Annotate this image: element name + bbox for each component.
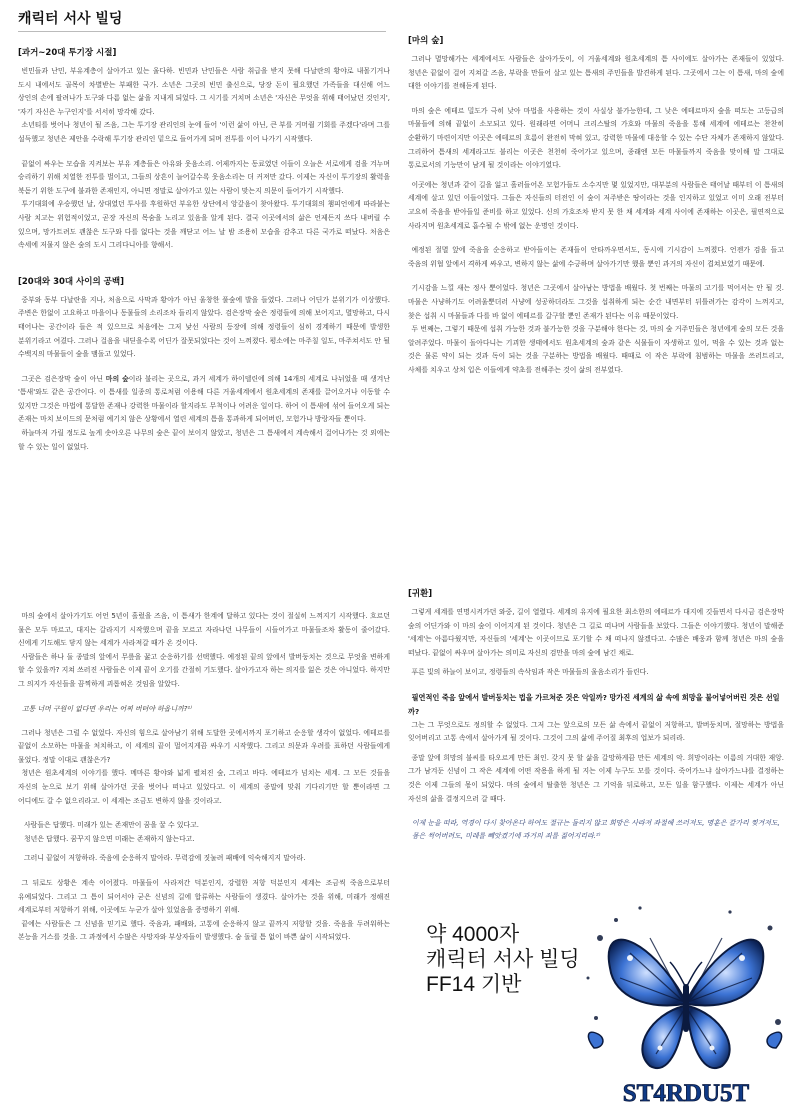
page-title: 캐릭터 서사 빌딩 [18,11,123,27]
promo-base: FF14 기반 [426,973,522,996]
paragraph: 소년티를 벗어나 청년이 될 즈음, 그는 투기장 관리인의 눈에 들어 '이런 삶이 아닌, 큰 부를 거머쥘 기회를 주겠다'라며 그를 설득했고 청년은 제안을 수락해 투기장 관리인 밑으로 들어가게 되며 전투를 이어 나가기 시작했다. [18,121,390,143]
paragraph: 투기대회에 우승했던 날, 상대였던 투사를 후원하던 부유한 상단에서 앙갚음이 찾아왔다. 투기대회의 챔피언에게 따라붙는 사람 치고는 위험적이었고, 곧장 자신의 목숨을 노리고 있음을 알게 된다. 결국 이곳에서의 삶은 언제든지 쓰다 내버릴 수 있으며, 망가트려도 괜찮은 도구와 다를 없다는 것을 깨닫고 어느 날 밤 조용히 모습을 감추고 다른 국가로 떠났다. 처음은 속세에 저물지 않은 숲의 도시 그리다니아를 향해서. [18,200,390,250]
paragraph: 예정된 절멸 앞에 죽음을 순응하고 받아들이는 존재들이 안타까우면서도, 동시에 기시감이 느껴졌다. 언젠가 검을 들고 죽음의 위협 앞에서 격하게 싸우고, 변하지 않는 삶에 수긍하며 살아가기만 했을 뿐인 과거의 자신이 겹쳐보였기 때문에. [408,246,784,268]
right-top-column [408,34,784,377]
paragraph: 청년은 원초세계의 이야기를 했다. 메마른 황야와 넓게 펼쳐진 숲, 그리고 바다. 에테르가 넘치는 세계. 그 모든 것들을 자신의 눈으로 보기 위해 살아가던 곳을 벗어나 떠나고 있었다고. 이 세계의 종말에 맞춰 기다리기만 할 뿐이라면 그 어디에도 갈 수 없으리라고. 이 세계는 조금도 변하지 않을 것이라고. [18,769,390,805]
paragraph: 그러나 청년은 그럴 수 없었다. 자신의 힘으로 살아남기 위해 도달한 곳에서까지 포기하고 순응할 생각이 없었다. 에테르를 끝없이 소모하는 마물을 처치하고, 이 세계의 끝이 멀어지게끔 싸우기 시작했다. 그리고 의문과 우려를 표하던 사람들에게 물었다. 정말 이대로 괜찮은가? [18,728,390,764]
paragraph: 그곳은 검은장막 숲이 아닌 마의 숲이라 불리는 곳으로, 과거 세계가 하이델린에 의해 14개의 세계로 나뉘었을 때 생겨난 '틈새'와도 같은 공간이다. 이 틈새를 일종의 통로처럼 이용해 다른 거울세계에서 원초세계의 존재를 끌어오거나 이동할 수 있지만 그것은 마법에 통달한 존재나 강력한 마물이라 할지라도 무척이나 어려운 일이다. 하여 이 틈새에 섞여 들어오게 되는 존재는 마치 보이드의 문처럼 예기치 않은 상황에서 열린 세계의 틈을 통과하게 되어버린, 모험가나 방랑자들 뿐이다. [18,374,390,424]
dialogue-line: 그러니 끝없이 저항하라. 죽음에 순응하지 말아라. 무력감에 짓눌려 패배에 익숙해지지 말아라. [24,854,306,863]
promo-service: 캐릭터 서사 빌딩 [426,948,580,971]
paragraph: 사람들은 하나 둘 종말의 앞에서 무릎을 꿇고 순응하기를 선택했다. 예정된 끝의 앞에서 발버둥치는 것으로 무엇을 변하게 할 수 있을까? 지쳐 쓰러진 사람들은 이제 끝이 오기를 간절히 기도했다. 살아가고자 하는 의지를 잃은 것은 아니었다. 하지만 그 의지가 자신들을 끔찍하게 괴롭혀온 것임을 알았다. [18,652,390,688]
section-heading-return: [귀환] [408,589,433,599]
dialogue-line: 청년은 답했다. 꿈꾸지 않으면 미래는 존재하지 않는다고. [24,834,195,843]
paragraph: 마의 숲에서 살아가기도 어언 5년이 흘렀을 즈음, 이 틈새가 한계에 달하고 있다는 것이 절실히 느껴지기 시작했다. 흐르던 물은 모두 마르고, 대지는 갈라지기 시작했으며 끝을 모르고 자라나던 나무들이 시들어가고 마물들조차 활동이 줄어갔다. 신에게 기도해도 닿지 않는 세계가 사라져갈 때가 온 것이다. [18,612,390,648]
section-heading-gap: [20대와 30대 사이의 공백] [18,276,124,287]
logo-text: ST4RDU5T [622,1080,750,1107]
paragraph: 이곳에는 청년과 같이 길을 잃고 흘러들어온 모험가들도 소수지만 몇 있었지만, 대부분의 사람들은 태어날 때부터 이 틈새의 세계에 살고 있던 이들이었다. 그들은 자신들의 터전인 이 숲이 저주받은 땅이라는 것을 인지하고 있었고 이미 오래 전부터 고요히 죽음을 받아들일 준비를 하고 있었다. 신의 가호조차 받지 못 한 채 세계와 세계 사이에 존재하는 이곳은, 필연적으로 사라지며 원초세계로 흡수될 수 밖에 없는 운명인 것이다. [408,180,784,230]
paragraph: 하늘마저 가릴 정도로 높게 솟아오른 나무의 숲은 끝이 보이지 않았고, 청년은 그 틈새에서 계속해서 걸어나가는 것 외에는 할 수 있는 일이 없었다. [18,429,390,451]
paragraph: 그 뒤로도 상황은 계속 이어졌다. 마물들이 사라져간 덕분인지, 강렬한 저항 덕분인지 세계는 조금씩 죽음으로부터 유예되었다. 그리고 그 틈이 되어서야 굳은 신념의 길에 합류하는 사람들이 생겼다. 살아가는 것을 위해, 미래가 정해진 세계로부터 저항하기 위해, 이곳에도 누군가 살아 있었음을 증명하기 위해. [18,878,390,915]
paragraph: 종말 앞에 희망의 불씨를 타오르게 만든 최인. 갖지 못 할 삶을 갈망하게끔 만든 세계의 악. 희망이라는 이름의 거대한 재앙. 그가 남겨둔 신념이 그 작은 세계에 어떤 작용을 하게 될 지는 이제 누구도 모를 것이다. 죽어가느냐 살아가느냐를 결정하는 것은 이제 그들의 몫이 되었다. 마의 숲에서 탈출한 청년은 그 기억을 뒤로하고, 모든 일을 함구했다. 이제는 세계가 아닌 자신의 삶을 결정지으러 갈 때다. [408,753,784,803]
paragraph: 그는 그 무엇으로도 정의할 수 없었다. 그저 그는 앞으로의 모든 삶 속에서 끝없이 저항하고, 발버둥치며, 절망하는 방법을 잊어버리고 고통 속에서 살아가게 될 것이다. 그것이 그의 삶에 주어질 최후의 업보가 되리라. [408,720,784,743]
promo-block [426,922,606,997]
quote: 고통 너머 구원이 없다면 우리는 어찌 버텨야 하옵니까?¹⁾ [22,704,192,713]
section-heading-forest: [마의 숲] [408,36,444,46]
paragraph: 끝에는 사람들은 그 신념을 믿기로 했다. 죽음과, 패배와, 고통에 순응하지 않고 끝까지 저항할 것을. 죽음을 두려워하는 본능을 거스를 것을. 그 과정에서 수많은 사망자와 부상자들이 발생했다. 숨 돌릴 틈 없이 바쁜 삶이 시작되었다. [18,919,390,942]
paragraph: 중부와 동부 다날란을 지나, 처음으로 사막과 황야가 아닌 울창한 풀숲에 발을 들였다. 그러나 어딘가 분위기가 이상했다. 주변은 한없이 고요하고 마을이나 동물들의 소리조차 들리지 않았다. 검은장막 숲은 정령들에 의해 보어지고, 멸망하고, 다시 태어나는 공간이라 들은 적 있으므로 처음에는 그저 낯선 사람의 등장에 의해 정령들이 심히 경계하기 때문에 발생한 분위기라고 여겼다. 그러나 걸음을 내딛을수록 어딘가 잘못되었다는 것이 느껴졌다. 평소에는 마주칠 일도, 마주쳐서도 안 될 수백지의 마물들이 숲을 맴돌고 있었다. [18,295,390,359]
emphasis-term: 마의 숲 [105,374,129,383]
butterfly-logo [580,898,792,1112]
section-heading-past: [과거~20대 투기장 시절] [18,48,117,58]
paragraph: 마의 숲은 에테르 밀도가 극히 낮아 마법을 사용하는 것이 사실상 불가능한데, 그 낮은 에테르마저 숲을 떠도는 고등급의 마물들에 의해 끝없이 소모되고 있다. 원래라면 어머니 크리스탈의 가호와 마물의 죽음을 통해 세계에 에테르는 찬찬히 순환하기 마련이지만 이곳은 에테르의 흐름이 완전히 막혀 있고, 강력한 마물에 대응할 수 있는 수단 자체가 존재하지 않았다. 그리하여 틈새의 세계라고도 불리는 이곳은 천천히 죽어가고 있으며, 종래엔 모든 마물들까지 죽음을 맞이해 말 그대로 통로로서의 기능만이 남게 될 것이라는 이야기였다. [408,106,784,170]
paragraph: 빈민들과 난민, 부유계층이 살아가고 있는 울다하. 빈민과 난민들은 사람 취급을 받지 못해 다날란의 황야로 내몰기거나 도시 내에서도 골목이 차별받는 부패한 국가. 소년은 그곳의 빈민 출신으로, 당장 돈이 필요했던 가족들을 대신해 어느 상인의 손에 팔려나가 도구와 다름 없는 삶을 지내게 되었다. 그 시기를 거치며 소년은 '자신은 무엇을 위해 태어났던 것인지', '자기 자신은 누구인지'를 서서히 망각해 갔다. [18,67,390,116]
title-divider [18,31,386,32]
promo-length: 약 4000자 [426,923,520,946]
paragraph: 두 번째는, 그렇기 때문에 섭취 가능한 것과 불가능한 것을 구분해야 한다는 것, 마의 숲 거주민들은 청년에게 숲의 모든 것을 알려주었다. 마물이 돌아다니는 기괴한 생태에서도 원초세계의 숲과 같은 식물들이 자생하고 있어, 먹을 수 있는 것과 없는 것은 물론 약이 되는 것과 독이 되는 것을 구분하는 방법을 배웠다. 때때로 이 작은 부락에 침범하는 마물을 쓰러트리고, 사체를 치우고 상처 입은 이들에게 약초를 전해주는 것이 삶의 전부였다. [408,325,784,374]
right-bottom-column [408,587,784,843]
paragraph: 기시감을 느낄 새는 정사 뿐이었다. 청년은 그곳에서 살아남는 방법을 배웠다. 첫 번째는 마물의 고기를 먹어서는 안 될 것. 마물은 사냥하기도 어려울뿐더러 사냥에 성공하더라도 그것을 섭취하게 되는 순간 내면부터 뒤틀려가는 감각이 느껴지고, 찾은 섭취 시 마물들과 다를 바 없이 에테르를 갈구할 뿐인 존재가 된다는 이유 때문이었다. [408,284,784,320]
quote: 이제 눈을 떠라, 역경이 다시 찾아온다 하여도 절규는 들리지 않고 희망은 사라져 좌절해 쓰러져도, 명훈은 갈가리 찢겨져도, 몸은 썩어버려도, 미래를 빼앗겼기에 과거의 죄를 짊어지리라.²⁾ [412,819,780,841]
dialogue-line: 사람들은 답했다. 미래가 있는 존재만이 꿈을 꿀 수 있다고. [24,821,199,830]
butterfly-icon [580,898,792,1112]
left-bottom-column [18,610,390,945]
paragraph: 푸른 빛의 하늘이 보이고, 정령들의 속삭임과 작은 마물들의 울음소리가 들린다. [411,668,649,677]
paragraph: 그렇게 세계를 연명시켜가던 와중, 길이 열렸다. 세계의 유지에 필요한 최소한의 에테르가 대지에 깃들면서 다시금 검은장막 숲의 어딘가와 이 마의 숲이 이어지게 된 것이다. 청년은 그 길로 떠나며 사람들을 보았다. 그들은 이야기했다. 청년이 말해준 '세계'는 아름다웠지만, 자신들의 '세계'는 이곳이므로 포기할 수 채 떠나지 않겠다고. 수많은 배웅과 함께 청년은 마의 숲을 떠났다. 끝없이 싸우며 살아가는 의미로 자신의 검만을 마의 숲에 남긴 채로. [408,608,784,657]
lead-question: 필연적인 죽음 앞에서 발버둥치는 법을 가르쳐준 것은 악일까? 망가진 세계의 삶 속에 희망을 불어넣어버린 것은 선일까? [408,692,780,716]
paragraph: 끝없이 싸우는 모습을 지켜보는 부유 계층들은 아유와 웃음소리. 어제까지는 동료였던 이들이 오늘은 서로에게 검을 겨누며 승리하기 위해 치열한 전투를 벌이고, 그들의 상흔이 늘어갈수록 웃음소리는 더 커져만 갔다. 이제는 자신이 투기장의 활력을 북돋기 위한 도구에 불과한 존재인지, 아니면 정말로 살아가고 있는 사람이 맞는지 의문이 들어가기 시작했다. [18,159,390,195]
paragraph: 그러나 멸망해가는 세계에서도 사람들은 살아가듯이, 이 거울세계와 원초세계의 틈 사이에도 살아가는 존재들이 있었다. 청년은 끝없이 걸어 지쳐갈 즈음, 부락을 만들어 살고 있는 틈새의 주민들을 발견하게 된다. 그곳에서 그는 이 틈새, 마의 숲에 대한 이야기를 전해듣게 된다. [408,55,784,91]
left-top-column [18,46,390,454]
